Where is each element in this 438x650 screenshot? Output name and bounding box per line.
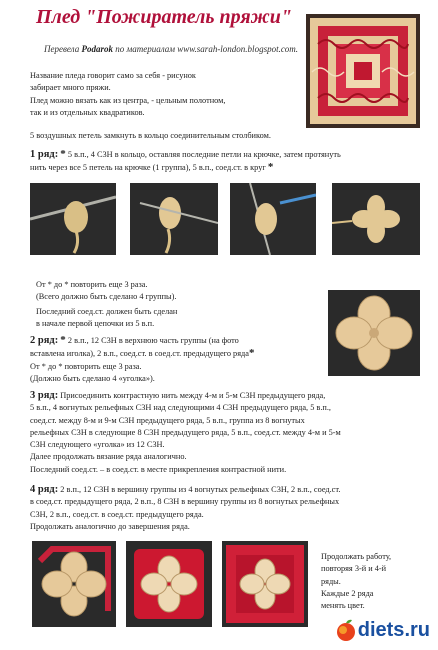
row4-photo-3 — [222, 541, 308, 627]
logo-text: diets — [357, 618, 405, 641]
continue-line: Продолжать работу, — [321, 552, 392, 561]
blanket-photo — [306, 14, 420, 128]
row2-line3: От * до * повторить еще 3 раза. — [30, 361, 142, 371]
star-mark: * — [248, 347, 255, 360]
row3-line: Далее продолжать вязание ряда аналогично. — [30, 452, 187, 462]
row1-line1: 5 в.п., 4 С3Н в кольцо, оставляя последние петли на крючке, затем протянуть — [67, 150, 341, 159]
row3-line: Присоединить контрастную нить между 4-м и 5-м С3Н предыдущего ряда, — [60, 391, 326, 400]
row1-after-line: в начале первой цепочки из 5 в.п. — [36, 319, 155, 329]
row2-label: 2 ряд: — [30, 335, 59, 346]
byline-prefix: Перевела — [44, 44, 80, 54]
star-mark: * — [60, 334, 66, 346]
row4-line: Продолжать аналогично до завершения ряда. — [30, 521, 190, 531]
row2-line2: вставлена иголка), 2 в.п., соед.ст. в соед.ст. предыдущего ряда — [30, 349, 249, 359]
row3-label: 3 ряд: — [30, 390, 59, 401]
row3-line: 5 в.п., 4 вогнутых рельефных С3Н над следующими 4 С3Н предыдущего ряда, 5 в.п., — [30, 403, 332, 413]
row3-line: соед.ст. между 8-м и 9-м С3Н предыдущего ряда, 5 в.п., группа из 8 вогнутых — [30, 415, 305, 425]
row3-line: С3Н следующего «уголка» из 12 С3Н. — [30, 440, 165, 450]
star-mark: * — [60, 148, 66, 160]
row4-photo-2 — [126, 541, 212, 627]
row4-text — [30, 484, 426, 533]
row1-note — [36, 306, 316, 331]
star-mark: * — [267, 161, 274, 174]
continue-note — [321, 551, 421, 612]
row1-text — [30, 148, 422, 175]
step-photo-3 — [230, 183, 316, 255]
intro-line: Название пледа говорит само за себя - рисунок — [30, 71, 196, 80]
intro-text — [30, 70, 300, 119]
continue-line: Каждые 2 ряда — [321, 588, 374, 598]
row3-line: рельефных С3Н в следующие 8 С3Н предыдущего ряда, 5 в.п., соед.ст. между 4-м и 5-м — [30, 427, 341, 437]
byline — [44, 44, 298, 54]
row4-line: С3Н, 2 в.п., соед.ст. в соед.ст. предыдущего ряда. — [30, 509, 204, 519]
row2-line1: 2 в.п., 12 С3Н в верхнюю часть группы (на фото — [67, 336, 239, 345]
continue-line: менять цвет. — [321, 601, 365, 611]
byline-source: по материалам www.sarah-london.blogspot.com. — [115, 44, 299, 54]
intro-line: так и из отдельных квадратиков. — [30, 107, 145, 117]
apple-icon — [334, 618, 358, 642]
step-photo-1 — [30, 183, 116, 255]
row3-line: Последний соед.ст. – в соед.ст. в месте прикрепления контрастной нити. — [30, 464, 287, 474]
continue-line: ряды. — [321, 576, 341, 586]
row1-after-line: От * до * повторить еще 3 раза. — [36, 280, 148, 289]
row1-label: 1 ряд: — [30, 149, 59, 160]
start-text: 5 воздушных петель замкнуть в кольцо соединительным столбиком. — [30, 131, 271, 140]
page-title: Плед "Пожиратель пряжи" — [36, 6, 292, 28]
logo-suffix: .ru — [404, 618, 430, 641]
row4-photo-1 — [32, 541, 116, 627]
row4-label: 4 ряд: — [30, 484, 59, 495]
row1-repeat — [36, 279, 316, 304]
byline-author: Podarok — [81, 44, 113, 54]
intro-line: забирает много пряжи. — [30, 83, 111, 93]
row3-text — [30, 390, 426, 476]
row2-text — [30, 334, 330, 385]
row4-line: в соед.ст. предыдущего ряда, 2 в.п., 8 С3Н в вершину группы из 8 вогнутых рельефных — [30, 497, 340, 507]
row2-line4: (Должно быть сделано 4 «уголка»). — [30, 373, 155, 383]
row2-photo — [328, 290, 420, 376]
intro-line: Плед можно вязать как из центра, - цельным полотном, — [30, 95, 226, 105]
row1-line2: нить через все 5 петель на крючке (1 группа), 5 в.п., соед.ст. в круг — [30, 163, 266, 173]
continue-line: повторяя 3-й и 4-й — [321, 564, 387, 574]
step-photo-2 — [130, 183, 218, 255]
row1-after-line: (Всего должно быть сделано 4 группы). — [36, 292, 177, 302]
row1-after-line: Последний соед.ст. должен быть сделан — [36, 307, 178, 316]
step-photo-4 — [332, 183, 420, 255]
site-logo[interactable] — [334, 618, 430, 642]
row4-line: 2 в.п., 12 С3Н в вершину группы из 4 вогнутых рельефных С3Н, 2 в.п., соед.ст. — [60, 485, 341, 494]
